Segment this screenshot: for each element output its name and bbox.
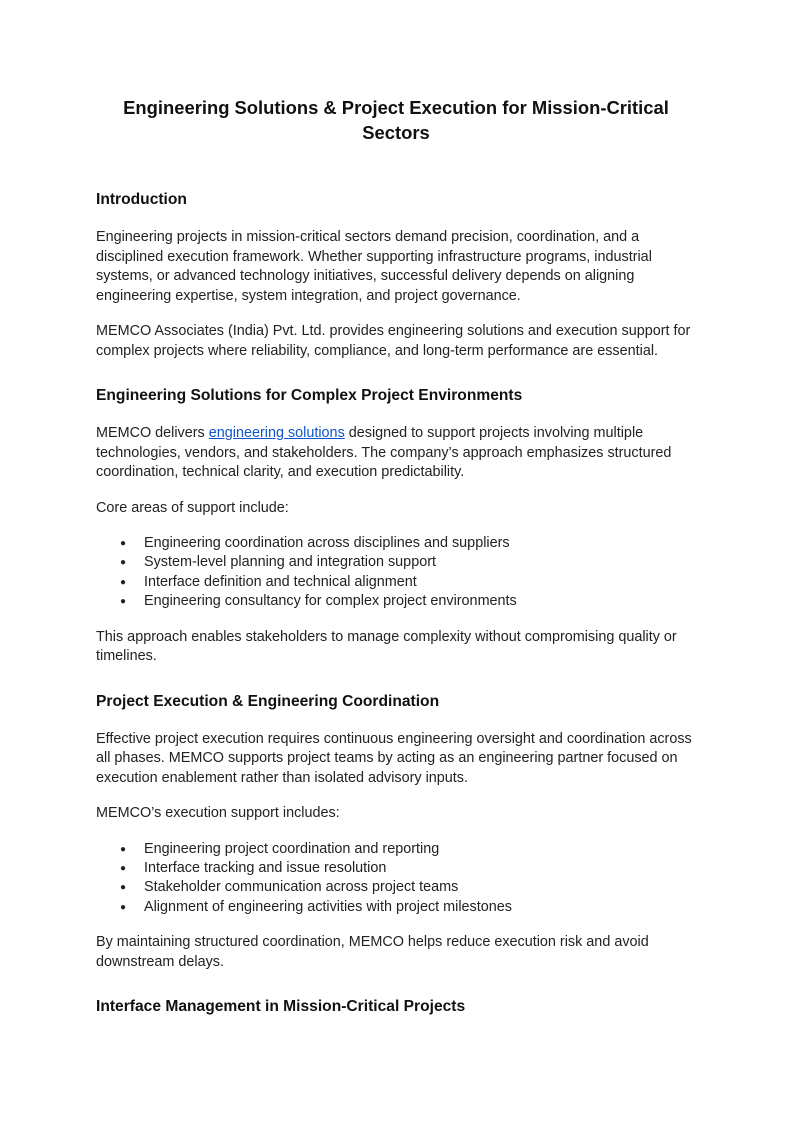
section-heading-interface-management: Interface Management in Mission-Critical Projects [96, 998, 466, 1016]
engineering-solutions-paragraph-3: This approach enables stakeholders to manage complexity without compromising quality or timelines. [96, 628, 677, 665]
list-item: ● System-level planning and integration support [96, 553, 696, 572]
project-execution-paragraph-1: Effective project execution requires continuous engineering oversight and coordination across all phases. MEMCO supports project teams by acting as an engineering partner focused on execution enablement rather than isolated advisory inputs. [96, 730, 692, 786]
engineering-solutions-paragraph-2: Core areas of support include: [96, 499, 289, 516]
introduction-paragraph-1: Engineering projects in mission-critical sectors demand precision, coordination, and a disciplined execution framework. Whether supporting infrastructure programs, industrial systems, or advanced technology initiatives, successful delivery depends on aligning engineering expertise, system integration, and project governance. [96, 229, 652, 304]
page-title: Engineering Solutions & Project Execution for Mission-Critical Sectors [123, 97, 669, 143]
document-page [96, 95, 696, 1017]
paragraph-text-after-link: designed to support projects involving multiple technologies, vendors, and stakeholders. The company’s approach emphasizes structured coordination, technical clarity, and execution predictability. [96, 425, 672, 480]
section-heading-engineering-solutions: Engineering Solutions for Complex Project Environments [96, 387, 523, 404]
list-item: ● Stakeholder communication across project teams [96, 878, 696, 897]
core-support-list [96, 534, 696, 612]
section-heading-project-execution: Project Execution & Engineering Coordination [96, 692, 440, 710]
list-item: ● Alignment of engineering activities with project milestones [96, 898, 696, 917]
engineering-solutions-link[interactable]: engineering solutions [208, 425, 345, 441]
list-item: ● Engineering coordination across disciplines and suppliers [96, 534, 696, 553]
project-execution-paragraph-2: MEMCO’s execution support includes: [96, 805, 340, 822]
project-execution-paragraph-3: By maintaining structured coordination, MEMCO helps reduce execution risk and avoid downstream delays. [96, 934, 649, 970]
section-heading-introduction: Introduction [96, 191, 187, 208]
introduction-paragraph-2: MEMCO Associates (India) Pvt. Ltd. provides engineering solutions and execution support for complex projects where reliability, compliance, and long-term performance are essential. [96, 323, 691, 359]
list-item: ● Interface definition and technical alignment [96, 573, 696, 592]
execution-support-list [96, 840, 696, 918]
list-item: ● Engineering consultancy for complex project environments [96, 592, 696, 611]
list-item: ● Interface tracking and issue resolution [96, 859, 696, 878]
list-item: ● Engineering project coordination and reporting [96, 840, 696, 859]
engineering-solutions-paragraph-1 [96, 424, 696, 483]
paragraph-text-before-link: MEMCO delivers [96, 425, 209, 441]
